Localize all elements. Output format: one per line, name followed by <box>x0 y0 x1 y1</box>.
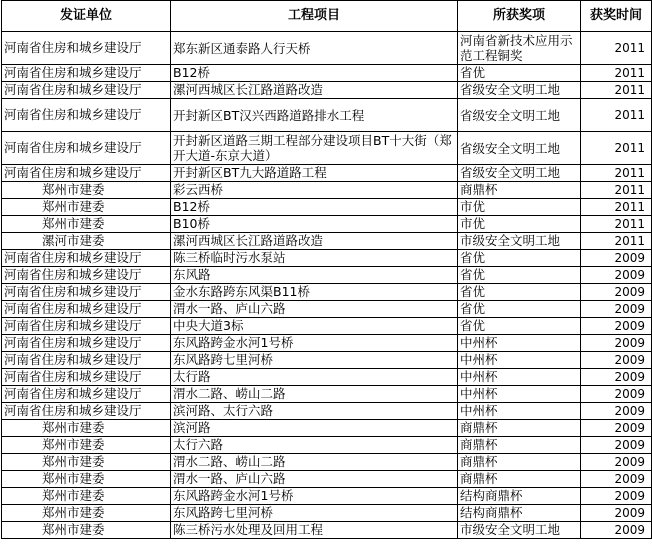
cell-award: 省优 <box>458 318 581 335</box>
cell-award: 结构商鼎杯 <box>458 488 581 505</box>
cell-project: 渭水一路、庐山六路 <box>171 471 458 488</box>
cell-award: 市优 <box>458 199 581 216</box>
cell-issuer: 河南省住房和城乡建设厅 <box>2 267 171 284</box>
cell-project: 太行六路 <box>171 437 458 454</box>
table-row <box>2 32 652 65</box>
cell-year: 2009 <box>581 437 652 454</box>
cell-project: 滨河路 <box>171 420 458 437</box>
cell-issuer: 河南省住房和城乡建设厅 <box>2 369 171 386</box>
cell-year: 2011 <box>581 65 652 82</box>
table-row <box>2 471 652 488</box>
cell-project: 东风路跨金水河1号桥 <box>171 335 458 352</box>
table-row <box>2 250 652 267</box>
cell-award: 商鼎杯 <box>458 437 581 454</box>
table-row <box>2 165 652 182</box>
cell-award: 结构商鼎杯 <box>458 505 581 522</box>
cell-issuer: 河南省住房和城乡建设厅 <box>2 386 171 403</box>
cell-award: 中州杯 <box>458 386 581 403</box>
cell-project: 东风路跨金水河1号桥 <box>171 488 458 505</box>
cell-award: 商鼎杯 <box>458 182 581 199</box>
cell-year: 2009 <box>581 386 652 403</box>
cell-year: 2011 <box>581 132 652 165</box>
cell-project: 陈三桥临时污水泵站 <box>171 250 458 267</box>
cell-project: 郑东新区通泰路人行天桥 <box>171 32 458 65</box>
cell-project: 太行路 <box>171 369 458 386</box>
cell-project: 东风路跨七里河桥 <box>171 352 458 369</box>
cell-project: 渭水二路、崂山二路 <box>171 454 458 471</box>
cell-year: 2009 <box>581 403 652 420</box>
cell-project: 陈三桥污水处理及回用工程 <box>171 522 458 539</box>
table-row <box>2 437 652 454</box>
table-row <box>2 182 652 199</box>
table-row <box>2 505 652 522</box>
cell-issuer: 河南省住房和城乡建设厅 <box>2 403 171 420</box>
table-row <box>2 335 652 352</box>
header-project: 工程项目 <box>171 1 458 32</box>
cell-year: 2011 <box>581 216 652 233</box>
cell-issuer: 河南省住房和城乡建设厅 <box>2 165 171 182</box>
cell-award: 商鼎杯 <box>458 454 581 471</box>
header-issuer: 发证单位 <box>2 1 171 32</box>
cell-award: 商鼎杯 <box>458 471 581 488</box>
cell-project: 东风路 <box>171 267 458 284</box>
cell-award: 省优 <box>458 65 581 82</box>
cell-year: 2009 <box>581 267 652 284</box>
cell-project: 开封新区道路三期工程部分建设项目BT十大街（郑开大道-东京大道） <box>171 132 458 165</box>
cell-award: 省优 <box>458 250 581 267</box>
cell-project: 漯河西城区长江路道路改造 <box>171 233 458 250</box>
cell-issuer: 郑州市建委 <box>2 437 171 454</box>
cell-year: 2009 <box>581 301 652 318</box>
cell-project: 东风路跨七里河桥 <box>171 505 458 522</box>
cell-issuer: 郑州市建委 <box>2 522 171 539</box>
cell-issuer: 郑州市建委 <box>2 505 171 522</box>
cell-issuer: 河南省住房和城乡建设厅 <box>2 82 171 99</box>
cell-issuer: 河南省住房和城乡建设厅 <box>2 250 171 267</box>
cell-award: 市级安全文明工地 <box>458 522 581 539</box>
cell-award: 市优 <box>458 216 581 233</box>
cell-year: 2009 <box>581 250 652 267</box>
cell-project: 彩云西桥 <box>171 182 458 199</box>
table-row <box>2 386 652 403</box>
cell-award: 省优 <box>458 284 581 301</box>
cell-project: 漯河西城区长江路道路改造 <box>171 82 458 99</box>
cell-project: 渭水二路、崂山二路 <box>171 386 458 403</box>
cell-year: 2009 <box>581 352 652 369</box>
table-row <box>2 65 652 82</box>
cell-project: B10桥 <box>171 216 458 233</box>
cell-year: 2009 <box>581 335 652 352</box>
cell-year: 2009 <box>581 369 652 386</box>
cell-issuer: 河南省住房和城乡建设厅 <box>2 301 171 318</box>
cell-project: B12桥 <box>171 65 458 82</box>
header-row <box>2 1 652 32</box>
cell-year: 2011 <box>581 182 652 199</box>
cell-award: 省级安全文明工地 <box>458 82 581 99</box>
cell-issuer: 河南省住房和城乡建设厅 <box>2 99 171 132</box>
cell-issuer: 郑州市建委 <box>2 471 171 488</box>
table-row <box>2 284 652 301</box>
cell-issuer: 郑州市建委 <box>2 420 171 437</box>
table-row <box>2 199 652 216</box>
cell-award: 河南省新技术应用示范工程铜奖 <box>458 32 581 65</box>
table-row <box>2 369 652 386</box>
cell-issuer: 河南省住房和城乡建设厅 <box>2 318 171 335</box>
cell-award: 省优 <box>458 267 581 284</box>
cell-project: 金水东路跨东风渠B11桥 <box>171 284 458 301</box>
table-row <box>2 132 652 165</box>
cell-project: 中央大道3标 <box>171 318 458 335</box>
table-row <box>2 301 652 318</box>
table-row <box>2 403 652 420</box>
cell-issuer: 河南省住房和城乡建设厅 <box>2 32 171 65</box>
cell-award: 中州杯 <box>458 352 581 369</box>
cell-issuer: 郑州市建委 <box>2 199 171 216</box>
table-row <box>2 216 652 233</box>
table-row <box>2 522 652 539</box>
table-row <box>2 488 652 505</box>
cell-award: 省级安全文明工地 <box>458 132 581 165</box>
cell-year: 2011 <box>581 199 652 216</box>
cell-year: 2011 <box>581 82 652 99</box>
cell-year: 2009 <box>581 420 652 437</box>
cell-award: 省级安全文明工地 <box>458 99 581 132</box>
table-row <box>2 99 652 132</box>
cell-award: 中州杯 <box>458 403 581 420</box>
table-row <box>2 454 652 471</box>
cell-year: 2009 <box>581 471 652 488</box>
cell-project: 开封新区BT汉兴西路道路排水工程 <box>171 99 458 132</box>
cell-award: 中州杯 <box>458 369 581 386</box>
cell-year: 2009 <box>581 488 652 505</box>
cell-issuer: 漯河市建委 <box>2 233 171 250</box>
cell-project: 开封新区BT九大路道路工程 <box>171 165 458 182</box>
cell-issuer: 河南省住房和城乡建设厅 <box>2 132 171 165</box>
cell-award: 省优 <box>458 301 581 318</box>
cell-year: 2011 <box>581 99 652 132</box>
cell-award: 商鼎杯 <box>458 420 581 437</box>
table-row <box>2 420 652 437</box>
cell-issuer: 河南省住房和城乡建设厅 <box>2 335 171 352</box>
awards-table <box>1 0 652 539</box>
cell-issuer: 郑州市建委 <box>2 454 171 471</box>
cell-issuer: 郑州市建委 <box>2 488 171 505</box>
cell-issuer: 郑州市建委 <box>2 216 171 233</box>
table-row <box>2 267 652 284</box>
header-award: 所获奖项 <box>458 1 581 32</box>
cell-issuer: 河南省住房和城乡建设厅 <box>2 284 171 301</box>
cell-year: 2011 <box>581 233 652 250</box>
table-row <box>2 233 652 250</box>
cell-year: 2009 <box>581 505 652 522</box>
cell-issuer: 河南省住房和城乡建设厅 <box>2 352 171 369</box>
cell-project: 滨河路、太行六路 <box>171 403 458 420</box>
cell-year: 2011 <box>581 32 652 65</box>
cell-award: 中州杯 <box>458 335 581 352</box>
table-row <box>2 352 652 369</box>
cell-year: 2009 <box>581 522 652 539</box>
table-row <box>2 318 652 335</box>
cell-year: 2009 <box>581 318 652 335</box>
cell-issuer: 河南省住房和城乡建设厅 <box>2 65 171 82</box>
cell-award: 市级安全文明工地 <box>458 233 581 250</box>
cell-year: 2009 <box>581 284 652 301</box>
cell-year: 2011 <box>581 165 652 182</box>
table-row <box>2 82 652 99</box>
cell-project: 渭水一路、庐山六路 <box>171 301 458 318</box>
cell-year: 2009 <box>581 454 652 471</box>
header-year: 获奖时间 <box>581 1 652 32</box>
cell-project: B12桥 <box>171 199 458 216</box>
cell-award: 省级安全文明工地 <box>458 165 581 182</box>
cell-issuer: 郑州市建委 <box>2 182 171 199</box>
